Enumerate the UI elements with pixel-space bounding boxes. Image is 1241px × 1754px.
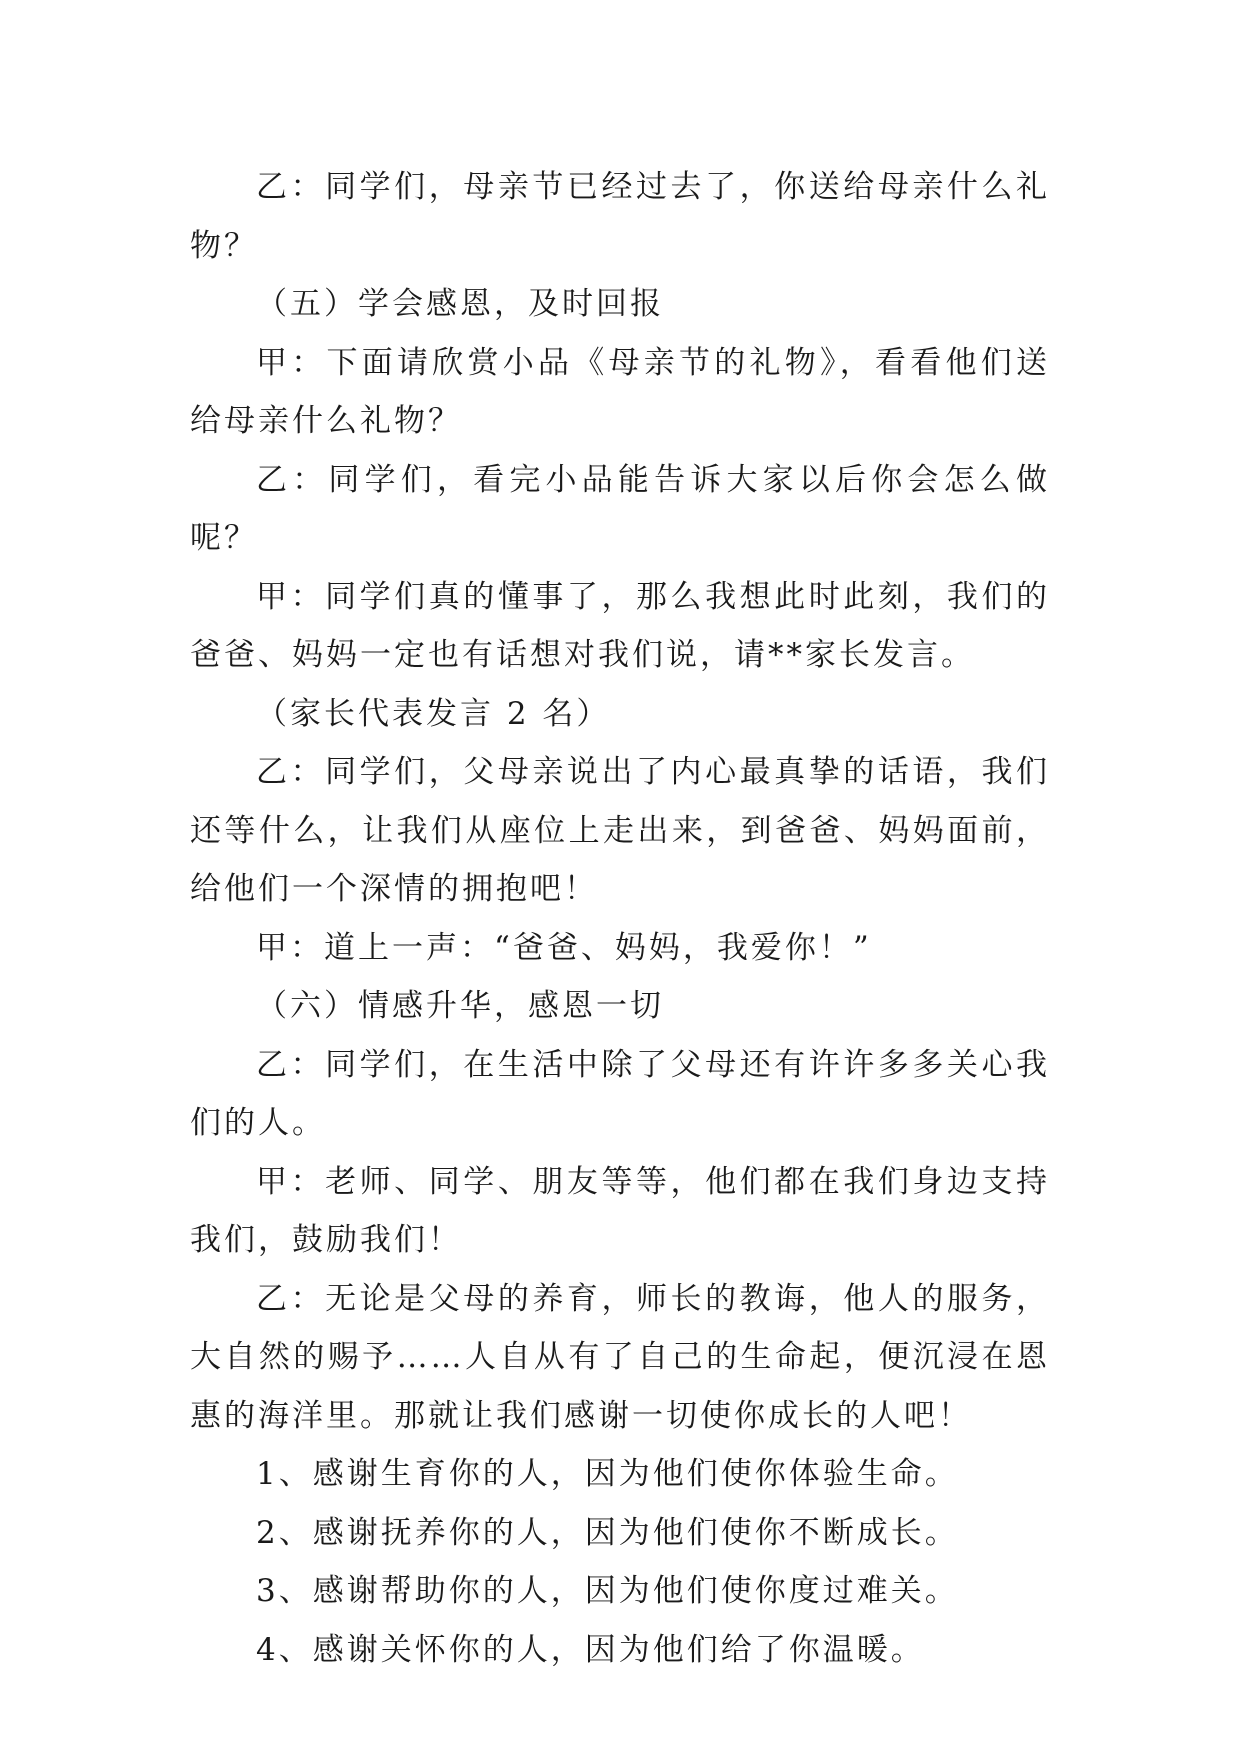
paragraph-1: 乙：同学们，母亲节已经过去了，你送给母亲什么礼物？ (190, 169, 1050, 264)
list-item-4: 4、感谢关怀你的人，因为他们给了你温暖。 (256, 1631, 925, 1668)
stage-note: （家长代表发言 2 名） (256, 695, 611, 732)
paragraph-3: 甲：下面请欣赏小品《母亲节的礼物》，看看他们送给母亲什么礼物？ (190, 344, 1050, 439)
paragraph-4: 乙：同学们，看完小品能告诉大家以后你会怎么做呢？ (190, 461, 1050, 556)
paragraph-11: 甲：老师、同学、朋友等等，他们都在我们身边支持我们，鼓励我们！ (190, 1163, 1050, 1258)
list-item-2: 2、感谢抚养你的人，因为他们使你不断成长。 (256, 1514, 959, 1551)
list-item-3: 3、感谢帮助你的人，因为他们使你度过难关。 (256, 1573, 959, 1609)
paragraph-10: 乙：同学们，在生活中除了父母还有许许多多关心我们的人。 (190, 1046, 1050, 1141)
list-item-1: 1、感谢生育你的人，因为他们使你体验生命。 (256, 1456, 959, 1492)
paragraph-8: 甲：道上一声：“爸爸、妈妈，我爱你！” (256, 929, 872, 966)
paragraph-7: 乙：同学们，父母亲说出了内心最真挚的话语，我们还等什么，让我们从座位上走出来，到爸爸、妈妈面前，给他们一个深情的拥抱吧！ (190, 754, 1050, 907)
section-heading-5: （五）学会感恩，及时回报 (256, 286, 664, 322)
paragraph-12: 乙：无论是父母的养育，师长的教诲，他人的服务，大自然的赐予……人自从有了自己的生命起，便沉浸在恩惠的海洋里。那就让我们感谢一切使你成长的人吧！ (190, 1280, 1050, 1434)
paragraph-5: 甲：同学们真的懂事了，那么我想此时此刻，我们的爸爸、妈妈一定也有话想对我们说，请**家长发言。 (190, 578, 1050, 673)
section-heading-6: （六）情感升华，感恩一切 (256, 988, 664, 1024)
document-body (190, 158, 1050, 1679)
